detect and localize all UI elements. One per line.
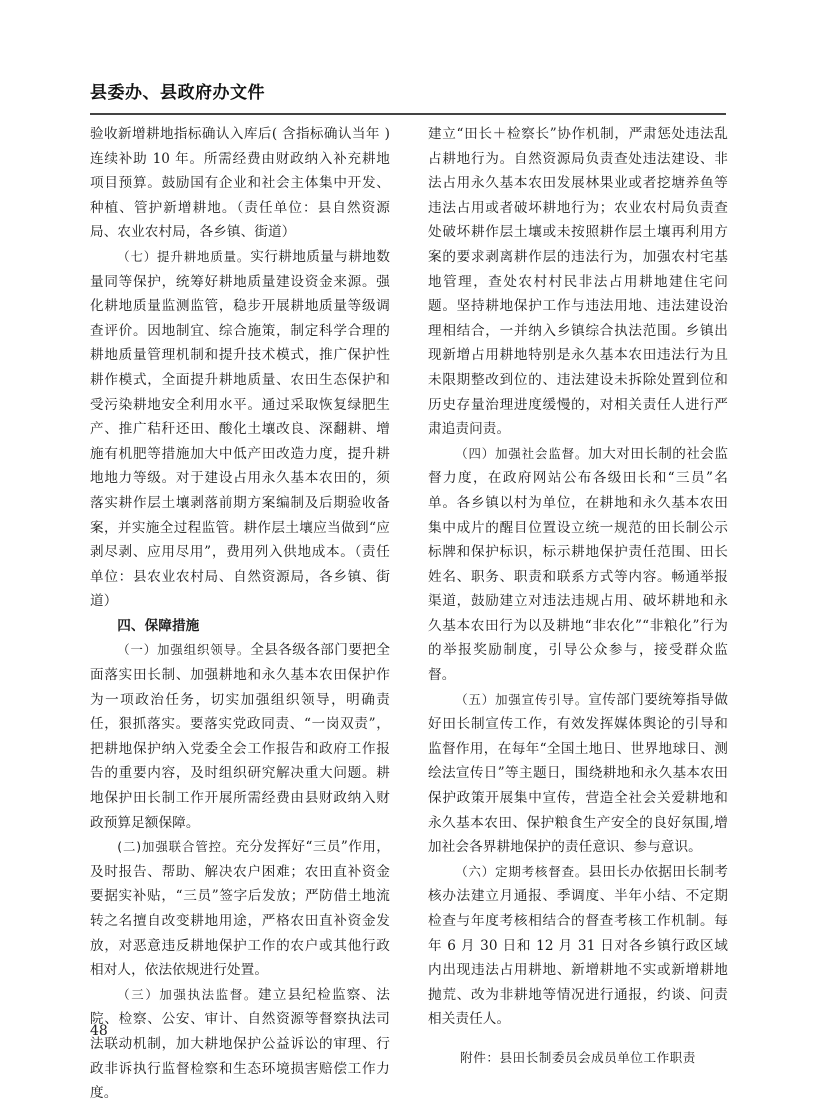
paragraph-body: 实行耕地质量与耕地数量同等保护，统筹好耕地质量建设资金来源。强化耕地质量监测监管，稳步开展耕地质量等级调查评价。因地制宜、综合施策，制定科学合理的耕地质量管理机制和提升技术模式，推广保护性耕作模式，全面提升耕地质量、农田生态保护和受污染耕地安全利用水平。通过采取恢复绿肥生产、推广秸秆还田、酸化土壤改良、深翻耕、增施有机肥等措施加大中低产田改造力度，提升耕地地力等级。对于建设占用永久基本农田的，须落实耕作层土壤剥落前期方案编制及后期验收备案，并实施全过程监管。耕作层土壤应当做到“应剥尽剥、应用尽用”，费用列入供地成本。（责任单位：县农业农村局、自然资源局，各乡镇、街道） (90, 248, 391, 610)
subsection-lead: (二)加强联合管控。 (117, 839, 236, 855)
left-column (90, 122, 390, 1106)
left-paragraph-leadership (90, 638, 390, 835)
paragraph-body: 全县各级各部门要把全面落实田长制、加强耕地和永久基本农田保护作为一项政治任务，切实加强组织领导，明确责任，狠抓落实。要落实党政同责、“一岗双责”，把耕地保护纳入党委全会工作报告和政府工作报告的重要内容，及时组织研究解决重大问题。耕地保护田长制工作开展所需经费由县财政纳入财政预算足额保障。 (90, 642, 391, 831)
left-paragraph-enforcement (90, 983, 390, 1106)
left-paragraph-quality (90, 245, 390, 614)
page-number: 48 (90, 1023, 108, 1039)
paragraph-body: 建立县纪检监察、法院、检察、公安、审计、自然资源等督察执法司法联动机制，加大耕地保护公益诉讼的审理、行政非诉执行监督检察和生态环境损害赔偿工作力度。 (90, 986, 390, 1102)
subsection-lead: （七）提升耕地质量。 (117, 248, 251, 264)
right-paragraph-continuation: 建立“田长＋检察长”协作机制，严肃惩处违法乱占耕地行为。自然资源局负责查处违法建设、非法占用永久基本农田发展林果业或者挖塘养鱼等违法占用或者破坏耕地行为；农业农村局负责查处破坏耕作层土壤或未按照耕作层土壤再利用方案的要求剥离耕作层的违法行为，加强农村宅基地管理，查处农村村民非法占用耕地建住宅问题。坚持耕地保护工作与违法用地、违法建设治理相结合，一并纳入乡镇综合执法范围。乡镇出现新增占用耕地特别是永久基本农田违法行为且未限期整改到位的、违法建设未拆除处置到位和历史存量治理进度缓慢的，对相关责任人进行严肃追责问责。 (428, 126, 728, 438)
left-paragraph-joint-control (90, 835, 390, 983)
right-paragraph-publicity (428, 688, 728, 860)
subsection-lead: （三）加强执法监督。 (117, 986, 259, 1002)
paragraph-body: 加大对田长制的社会监督力度，在政府网站公布各级田长和“三员”名单。各乡镇以村为单位，在耕地和永久基本农田集中成片的醒目位置设立统一规范的田长制公示标牌和保护标识，标示耕地保护责任范围、田长姓名、职务、职责和联系方式等内容。畅通举报渠道，鼓励建立对违法违规占用、破坏耕地和永久基本农田行为以及耕地“非农化”“非粮化”行为的举报奖励制度，引导公众参与，接受群众监督。 (428, 445, 729, 684)
page-header (90, 78, 726, 115)
right-paragraph-assessment (428, 860, 728, 1032)
paragraph-body: 充分发挥好“三员”作用，及时报告、帮助、解决农户困难；农田直补资金要据实补贴，“三员”签字后发放；严防借土地流转之名擅自改变耕地用途，严格农田直补资金发放，对恶意违反耕地保护工作的农户或其他行政相对人，依法依规进行处置。 (90, 839, 390, 979)
subsection-lead: （一）加强组织领导。 (117, 642, 251, 658)
left-paragraph-continuation: 验收新增耕地指标确认入库后( 含指标确认当年 ) 连续补助 10 年。所需经费由财政纳入补充耕地项目预算。鼓励国有企业和社会主体集中开发、种植、管护新增耕地。（责任单位：县自然资源局、农业农村局，各乡镇、街道） (90, 126, 390, 241)
paragraph-body: 宣传部门要统筹指导做好田长制宣传工作，有效发挥媒体舆论的引导和监督作用，在每年“全国土地日、世界地球日、测绘法宣传日”等主题日，围绕耕地和永久基本农田保护政策开展集中宣传，营造全社会关爱耕地和永久基本农田、保护粮食生产安全的良好氛围,增加社会各界耕地保护的责任意识、参与意识。 (428, 691, 729, 856)
header-divider (90, 113, 726, 115)
right-column (428, 122, 728, 1071)
section-heading: 四、保障措施 (117, 617, 200, 634)
right-paragraph-social-supervision (428, 442, 728, 688)
subsection-lead: （四）加强社会监督。 (455, 445, 589, 461)
header-title: 县委办、县政府办文件 (90, 83, 265, 103)
subsection-lead: （六）定期考核督查。 (455, 863, 589, 879)
paragraph-body: 县田长办依据田长制考核办法建立月通报、季调度、半年小结、不定期检查与年度考核相结合的督查考核工作机制。每年 6 月 30 日和 12 月 31 日对各乡镇行政区域内出现违法占用耕地、新增耕地不实或新增耕地抛荒、改为非耕地等情况进行通报，约谈、问责相关责任人。 (428, 863, 729, 1028)
attachment-note: 附件：县田长制委员会成员单位工作职责 (460, 1049, 696, 1065)
subsection-lead: （五）加强宣传引导。 (455, 691, 589, 707)
